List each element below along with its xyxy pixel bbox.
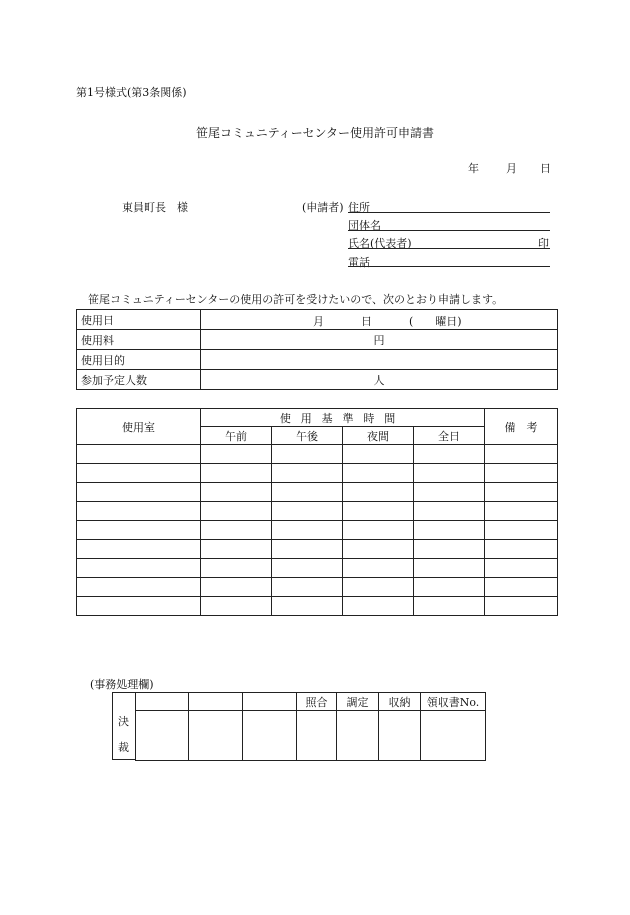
remarks-cell[interactable] bbox=[485, 521, 558, 540]
org-line[interactable] bbox=[348, 230, 550, 231]
night-cell[interactable] bbox=[343, 445, 414, 464]
morning-header: 午前 bbox=[201, 427, 272, 445]
morning-cell[interactable] bbox=[201, 597, 272, 616]
info-table bbox=[76, 309, 558, 390]
purpose-cell[interactable] bbox=[201, 350, 558, 370]
remarks-cell[interactable] bbox=[485, 445, 558, 464]
table-row bbox=[77, 578, 558, 597]
receipt-header: 収納 bbox=[379, 693, 421, 711]
fee-label: 使用料 bbox=[77, 330, 201, 350]
applicant-address-label: 住所 bbox=[348, 201, 370, 214]
room-cell[interactable] bbox=[77, 502, 201, 521]
decision-label: 決裁 bbox=[118, 715, 129, 754]
remarks-cell[interactable] bbox=[485, 502, 558, 521]
remarks-cell[interactable] bbox=[485, 464, 558, 483]
afternoon-cell[interactable] bbox=[272, 597, 343, 616]
people-cell[interactable] bbox=[201, 370, 558, 390]
weekday-label: ( 曜日) bbox=[409, 315, 462, 328]
night-cell[interactable] bbox=[343, 540, 414, 559]
people-unit: 人 bbox=[373, 373, 385, 387]
allday-cell[interactable] bbox=[414, 502, 485, 521]
allday-cell[interactable] bbox=[414, 445, 485, 464]
afternoon-cell[interactable] bbox=[272, 445, 343, 464]
decision-table bbox=[135, 692, 297, 761]
allday-header: 全日 bbox=[414, 427, 485, 445]
remarks-cell[interactable] bbox=[485, 597, 558, 616]
morning-cell[interactable] bbox=[201, 483, 272, 502]
people-label: 参加予定人数 bbox=[77, 370, 201, 390]
remarks-header: 備 考 bbox=[485, 409, 558, 445]
allday-cell[interactable] bbox=[414, 464, 485, 483]
table-row bbox=[77, 445, 558, 464]
morning-cell[interactable] bbox=[201, 521, 272, 540]
applicant-name-label: 氏名(代表者) bbox=[348, 237, 412, 250]
basis-header: 使用基準時間 bbox=[201, 409, 485, 427]
room-cell[interactable] bbox=[77, 578, 201, 597]
morning-cell[interactable] bbox=[201, 578, 272, 597]
table-row bbox=[77, 559, 558, 578]
decision-box bbox=[112, 692, 136, 760]
room-cell[interactable] bbox=[77, 559, 201, 578]
use-date-cell[interactable] bbox=[201, 310, 558, 330]
afternoon-cell[interactable] bbox=[272, 540, 343, 559]
table-row bbox=[77, 540, 558, 559]
remarks-cell[interactable] bbox=[485, 540, 558, 559]
room-cell[interactable] bbox=[77, 540, 201, 559]
allday-cell[interactable] bbox=[414, 521, 485, 540]
allday-cell[interactable] bbox=[414, 540, 485, 559]
receipt-no-cell[interactable] bbox=[421, 711, 486, 761]
allday-cell[interactable] bbox=[414, 559, 485, 578]
room-header: 使用室 bbox=[77, 409, 201, 445]
approver-stamp-cell[interactable] bbox=[243, 711, 297, 761]
room-cell[interactable] bbox=[77, 445, 201, 464]
approver-head-cell bbox=[243, 693, 297, 711]
table-row bbox=[77, 521, 558, 540]
use-date-label: 使用日 bbox=[77, 310, 201, 330]
afternoon-cell[interactable] bbox=[272, 559, 343, 578]
morning-cell[interactable] bbox=[201, 502, 272, 521]
month-label: 月 bbox=[313, 315, 324, 328]
room-cell[interactable] bbox=[77, 597, 201, 616]
fee-cell[interactable] bbox=[201, 330, 558, 350]
table-row bbox=[77, 464, 558, 483]
receipt-no-header: 領収書No. bbox=[421, 693, 486, 711]
morning-cell[interactable] bbox=[201, 464, 272, 483]
address-line[interactable] bbox=[348, 212, 550, 213]
phone-line[interactable] bbox=[348, 266, 550, 267]
night-cell[interactable] bbox=[343, 559, 414, 578]
office-label: (事務処理欄) bbox=[90, 678, 154, 691]
table-row bbox=[77, 502, 558, 521]
date-year: 年 bbox=[468, 162, 479, 175]
night-cell[interactable] bbox=[343, 464, 414, 483]
approver-head-cell bbox=[189, 693, 243, 711]
afternoon-cell[interactable] bbox=[272, 483, 343, 502]
remarks-cell[interactable] bbox=[485, 559, 558, 578]
assess-cell[interactable] bbox=[337, 711, 379, 761]
usage-table bbox=[76, 408, 558, 616]
date-month: 月 bbox=[506, 162, 517, 175]
approver-stamp-cell[interactable] bbox=[189, 711, 243, 761]
assess-header: 調定 bbox=[337, 693, 379, 711]
processing-table bbox=[296, 692, 486, 761]
day-label: 日 bbox=[361, 315, 372, 328]
morning-cell[interactable] bbox=[201, 559, 272, 578]
seal-label: 印 bbox=[538, 237, 549, 250]
allday-cell[interactable] bbox=[414, 483, 485, 502]
approver-stamp-cell[interactable] bbox=[136, 711, 189, 761]
afternoon-header: 午後 bbox=[272, 427, 343, 445]
applicant-phone-label: 電話 bbox=[348, 256, 370, 269]
receipt-cell[interactable] bbox=[379, 711, 421, 761]
form-title: 笹尾コミュニティーセンター使用許可申請書 bbox=[195, 126, 435, 140]
addressee: 東員町長 様 bbox=[122, 201, 188, 214]
approver-head-cell bbox=[136, 693, 189, 711]
purpose-label: 使用目的 bbox=[77, 350, 201, 370]
room-cell[interactable] bbox=[77, 483, 201, 502]
form-number: 第1号様式(第3条関係) bbox=[76, 86, 187, 99]
room-cell[interactable] bbox=[77, 521, 201, 540]
check-cell[interactable] bbox=[297, 711, 337, 761]
afternoon-cell[interactable] bbox=[272, 521, 343, 540]
table-row bbox=[77, 483, 558, 502]
remarks-cell[interactable] bbox=[485, 578, 558, 597]
remarks-cell[interactable] bbox=[485, 483, 558, 502]
morning-cell[interactable] bbox=[201, 445, 272, 464]
table-row bbox=[77, 597, 558, 616]
night-cell[interactable] bbox=[343, 597, 414, 616]
allday-cell[interactable] bbox=[414, 597, 485, 616]
check-header: 照合 bbox=[297, 693, 337, 711]
applicant-org-label: 団体名 bbox=[348, 219, 381, 232]
night-header: 夜間 bbox=[343, 427, 414, 445]
applicant-label: (申請者) bbox=[302, 201, 344, 214]
night-cell[interactable] bbox=[343, 521, 414, 540]
intro-text: 笹尾コミュニティーセンターの使用の許可を受けたいので、次のとおり申請します。 bbox=[88, 293, 504, 306]
night-cell[interactable] bbox=[343, 502, 414, 521]
name-line[interactable] bbox=[348, 248, 550, 249]
date-day: 日 bbox=[540, 162, 551, 175]
morning-cell[interactable] bbox=[201, 540, 272, 559]
night-cell[interactable] bbox=[343, 483, 414, 502]
room-cell[interactable] bbox=[77, 464, 201, 483]
allday-cell[interactable] bbox=[414, 578, 485, 597]
afternoon-cell[interactable] bbox=[272, 578, 343, 597]
fee-unit: 円 bbox=[373, 333, 385, 347]
night-cell[interactable] bbox=[343, 578, 414, 597]
afternoon-cell[interactable] bbox=[272, 502, 343, 521]
afternoon-cell[interactable] bbox=[272, 464, 343, 483]
